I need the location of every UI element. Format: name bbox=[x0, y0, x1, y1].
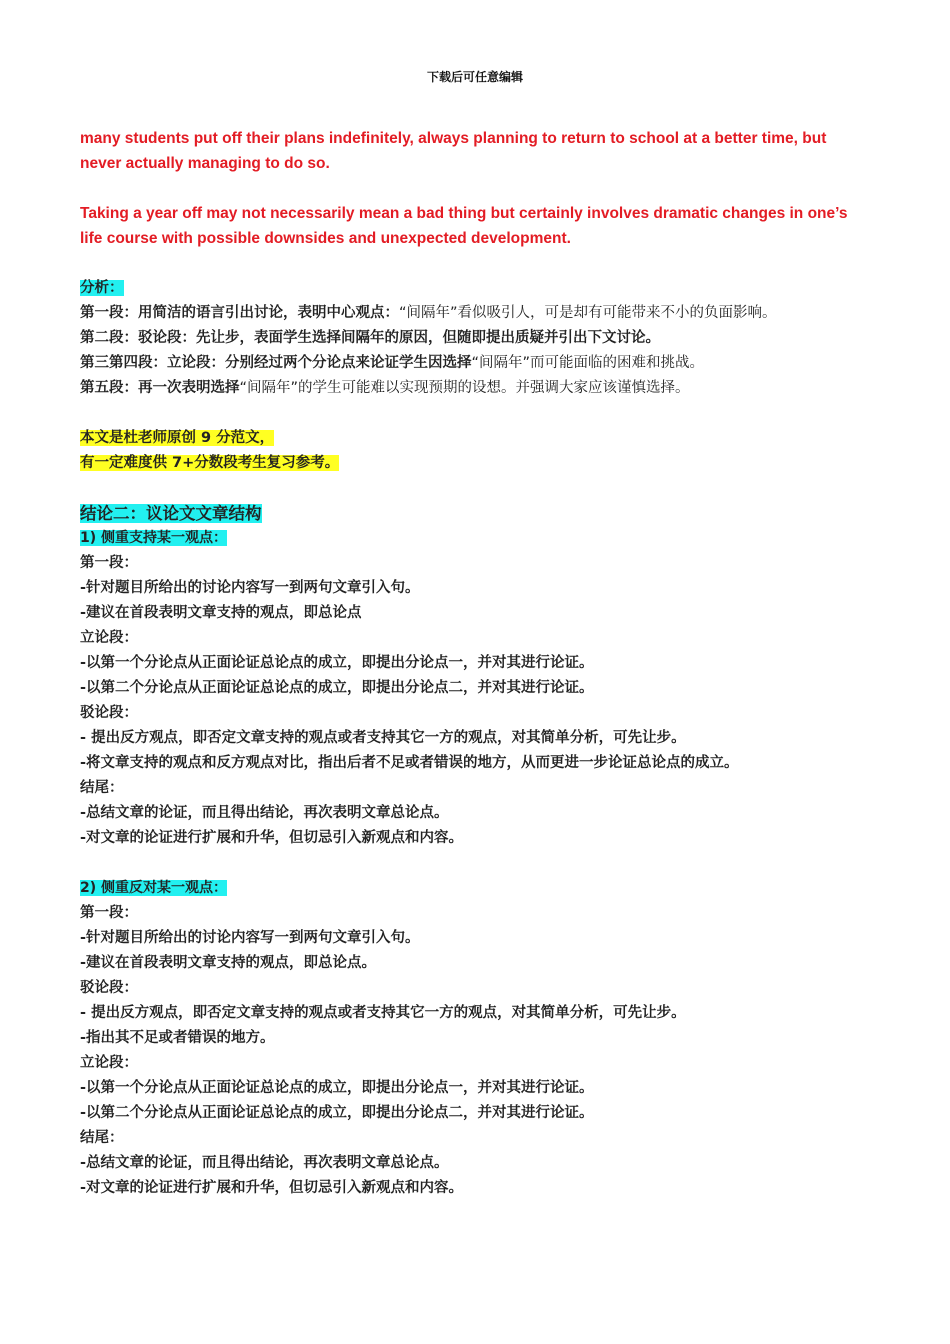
structure-line: -建议在首段表明文章支持的观点，即总论点。 bbox=[80, 955, 377, 971]
analysis-title-text: 分析： bbox=[80, 280, 124, 296]
analysis-label: 第二段： bbox=[80, 330, 138, 346]
analysis-item bbox=[80, 351, 870, 376]
structure-line: -总结文章的论证，而且得出结论，再次表明文章总论点。 bbox=[80, 1155, 449, 1171]
analysis-rest: “间隔年”而可能面临的困难和挑战。 bbox=[471, 355, 705, 371]
conclusion-title bbox=[80, 501, 870, 526]
note-text-2: 有一定难度供 7+分数段考生复习参考。 bbox=[80, 455, 340, 471]
section-2-title bbox=[80, 876, 870, 901]
section-2-title-text: 2) 侧重反对某一观点： bbox=[80, 880, 228, 896]
analysis-label: 第五段： bbox=[80, 380, 138, 396]
structure-line: 立论段： bbox=[80, 1055, 138, 1071]
structure-line: 结尾： bbox=[80, 780, 124, 796]
structure-line: 驳论段： bbox=[80, 705, 138, 721]
structure-line: 结尾： bbox=[80, 1130, 124, 1146]
analysis-item bbox=[80, 376, 870, 401]
conclusion-title-text: 结论二：议论文文章结构 bbox=[80, 504, 262, 523]
analysis-rest: “间隔年”的学生可能难以实现预期的设想。并强调大家应该谨慎选择。 bbox=[239, 380, 690, 396]
structure-line: -指出其不足或者错误的地方。 bbox=[80, 1030, 275, 1046]
analysis-bold: 立论段：分别经过两个分论点来论证学生因选择 bbox=[167, 355, 472, 371]
structure-line: - 提出反方观点，即否定文章支持的观点或者支持其它一方的观点，对其简单分析，可先让步。 bbox=[80, 730, 686, 746]
analysis-label: 第一段： bbox=[80, 305, 138, 321]
structure-line: -针对题目所给出的讨论内容写一到两句文章引入句。 bbox=[80, 580, 420, 596]
structure-line: -对文章的论证进行扩展和升华，但切忌引入新观点和内容。 bbox=[80, 830, 464, 846]
structure-line: 第一段： bbox=[80, 905, 138, 921]
structure-line: -将文章支持的观点和反方观点对比，指出后者不足或者错误的地方，从而更进一步论证总论点的成立。 bbox=[80, 755, 739, 771]
structure-line: -以第一个分论点从正面论证总论点的成立，即提出分论点一，并对其进行论证。 bbox=[80, 655, 594, 671]
section-1-lines bbox=[80, 551, 870, 851]
note-line-2 bbox=[80, 451, 870, 476]
structure-line: -以第二个分论点从正面论证总论点的成立，即提出分论点二，并对其进行论证。 bbox=[80, 680, 594, 696]
structure-line: 驳论段： bbox=[80, 980, 138, 996]
analysis-bold: 再一次表明选择 bbox=[138, 380, 240, 396]
analysis-rest: “间隔年”看似吸引人，可是却有可能带来不小的负面影响。 bbox=[399, 305, 777, 321]
structure-line: - 提出反方观点，即否定文章支持的观点或者支持其它一方的观点，对其简单分析，可先让步。 bbox=[80, 1005, 686, 1021]
document-body bbox=[80, 126, 870, 1201]
analysis-bold: 驳论段：先让步，表面学生选择间隔年的原因，但随即提出质疑并引出下文讨论。 bbox=[138, 330, 660, 346]
analysis-label: 第三第四段： bbox=[80, 355, 167, 371]
analysis-bold: 用简洁的语言引出讨论，表明中心观点： bbox=[138, 305, 399, 321]
structure-line: -建议在首段表明文章支持的观点，即总论点 bbox=[80, 605, 362, 621]
section-2-lines bbox=[80, 901, 870, 1201]
section-1-title bbox=[80, 526, 870, 551]
english-paragraph-1: many students put off their plans indefinitely, always planning to return to school at a better time, but never actually managing to do so. bbox=[80, 130, 827, 172]
section-1-title-text: 1) 侧重支持某一观点： bbox=[80, 530, 228, 546]
structure-line: -对文章的论证进行扩展和升华，但切忌引入新观点和内容。 bbox=[80, 1180, 464, 1196]
structure-line: -以第一个分论点从正面论证总论点的成立，即提出分论点一，并对其进行论证。 bbox=[80, 1080, 594, 1096]
analysis-title bbox=[80, 276, 870, 301]
structure-line: 第一段： bbox=[80, 555, 138, 571]
structure-line: -以第二个分论点从正面论证总论点的成立，即提出分论点二，并对其进行论证。 bbox=[80, 1105, 594, 1121]
english-paragraph-2: Taking a year off may not necessarily mean a bad thing but certainly involves dramatic changes in one’s life course with possible downsides and unexpected development. bbox=[80, 205, 848, 247]
note-line-1 bbox=[80, 426, 870, 451]
structure-line: -针对题目所给出的讨论内容写一到两句文章引入句。 bbox=[80, 930, 420, 946]
analysis-item bbox=[80, 326, 870, 351]
structure-line: 立论段： bbox=[80, 630, 138, 646]
page-header: 下载后可任意编辑 bbox=[426, 70, 523, 84]
structure-line: -总结文章的论证，而且得出结论，再次表明文章总论点。 bbox=[80, 805, 449, 821]
analysis-item bbox=[80, 301, 870, 326]
note-text-1: 本文是杜老师原创 9 分范文， bbox=[80, 430, 275, 446]
